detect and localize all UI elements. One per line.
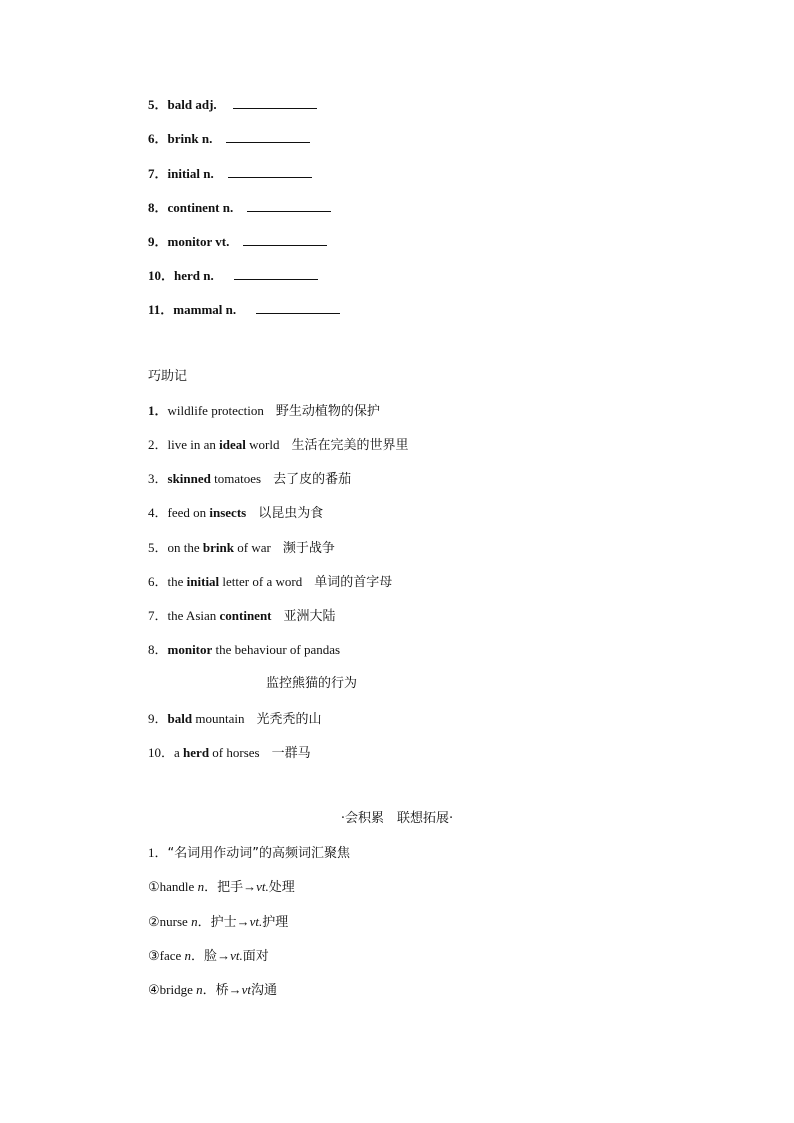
item-marker: ① (148, 879, 160, 894)
phrase-translation: 光秃秃的山 (256, 712, 322, 727)
item-pos: n (184, 948, 192, 963)
vocab-word: herd n. (174, 268, 214, 283)
item-verb-pos: vt. (256, 879, 269, 894)
phrase-post: of war (233, 540, 271, 555)
memory-item-7 (148, 607, 336, 626)
memory-item-1 (148, 402, 380, 421)
item-noun-meaning: ．把手 (204, 880, 244, 895)
phrase-keyword: ideal (219, 437, 246, 452)
phrase-post: tomatoes (210, 471, 262, 486)
phrase-pre: feed on (167, 505, 210, 520)
answer-blank[interactable] (226, 130, 310, 143)
phrase-pre: the Asian (167, 608, 220, 623)
arrow-icon: → (236, 914, 250, 929)
answer-blank[interactable] (247, 199, 331, 212)
accumulate-item-1 (148, 878, 295, 897)
vocab-number: 7． (148, 166, 168, 181)
answer-blank[interactable] (256, 301, 340, 314)
memory-item-4 (148, 504, 323, 523)
phrase-pre: the (167, 574, 187, 589)
phrase-translation: 野生动植物的保护 (275, 404, 380, 419)
item-verb-meaning: 面对 (242, 949, 269, 964)
item-marker: ④ (148, 982, 160, 997)
vocab-word: initial n. (167, 166, 214, 181)
vocab-item-9 (148, 233, 327, 251)
item-word: bridge (159, 982, 197, 997)
phrase-post: the behaviour of pandas (212, 642, 341, 657)
memory-item-8-translation: 监控熊猫的行为 (266, 676, 358, 691)
phrase-keyword: skinned (167, 471, 211, 486)
item-number: 6． (148, 574, 168, 589)
answer-blank[interactable] (233, 96, 317, 109)
item-word: nurse (159, 914, 192, 929)
answer-blank[interactable] (243, 233, 327, 246)
accumulate-heading: ·会积累 联想拓展· (340, 811, 454, 826)
item-verb-meaning: 处理 (268, 880, 295, 895)
vocab-item-6 (148, 130, 310, 148)
item-marker: ② (148, 914, 160, 929)
memory-item-5 (148, 539, 335, 558)
memory-item-8 (148, 641, 340, 659)
phrase-keyword: continent (219, 608, 272, 623)
phrase-translation: 去了皮的番茄 (273, 472, 352, 487)
arrow-icon: → (243, 879, 257, 894)
arrow-icon: → (228, 982, 242, 997)
vocab-number: 10． (148, 268, 175, 283)
item-verb-meaning: 护理 (262, 915, 289, 930)
memory-item-10 (148, 744, 311, 763)
vocab-item-10 (148, 267, 318, 285)
memory-item-9 (148, 710, 321, 729)
vocab-word: mammal n. (173, 302, 237, 317)
phrase-pre: on the (167, 540, 203, 555)
phrase-translation: 生活在完美的世界里 (291, 438, 409, 453)
phrase-translation: 以昆虫为食 (258, 506, 324, 521)
item-number: 3． (148, 471, 168, 486)
vocab-number: 5． (148, 97, 168, 112)
item-noun-meaning: ．护士 (197, 915, 237, 930)
vocab-item-8 (148, 199, 331, 217)
item-word: handle (159, 879, 198, 894)
item-verb-pos: vt. (249, 914, 263, 929)
phrase-post: of horses (209, 745, 260, 760)
item-number: 5． (148, 540, 168, 555)
phrase-pre: a (174, 745, 184, 760)
vocab-item-5 (148, 96, 317, 114)
item-pos: n (196, 982, 203, 997)
memory-heading: 巧助记 (148, 369, 188, 384)
phrase-keyword: herd (183, 745, 210, 760)
item-number: 1． (148, 403, 168, 418)
phrase-pre: live in an (167, 437, 220, 452)
phrase-keyword: monitor (167, 642, 213, 657)
item-number: 7． (148, 608, 168, 623)
phrase-post: world (245, 437, 280, 452)
item-verb-pos: vt. (230, 948, 243, 963)
item-verb-pos: vt (241, 982, 252, 997)
phrase-keyword: bald (167, 711, 193, 726)
item-number: 8． (148, 642, 168, 657)
accumulate-subheading (148, 844, 350, 863)
item-number: 4． (148, 505, 168, 520)
answer-blank[interactable] (234, 267, 318, 280)
vocab-word: brink n. (167, 131, 213, 146)
memory-item-6 (148, 573, 392, 592)
phrase-keyword: initial (186, 574, 220, 589)
item-noun-meaning: ．桥 (202, 983, 229, 998)
item-verb-meaning: 沟通 (251, 983, 278, 998)
item-marker: ③ (148, 948, 160, 963)
phrase-post: mountain (192, 711, 245, 726)
vocab-number: 11． (148, 302, 174, 317)
item-number: 2． (148, 437, 168, 452)
accumulate-item-3 (148, 947, 269, 966)
memory-item-2 (148, 436, 409, 455)
phrase-translation: 单词的首字母 (314, 575, 393, 590)
subheading-text: “名词用作动词”的高频词汇聚焦 (167, 846, 350, 861)
vocab-number: 9． (148, 234, 168, 249)
vocab-word: continent n. (167, 200, 234, 215)
item-number: 9． (148, 711, 168, 726)
item-pos: n (191, 914, 198, 929)
phrase-keyword: brink (202, 540, 234, 555)
vocab-word: bald adj. (167, 97, 217, 112)
memory-item-3 (148, 470, 351, 489)
item-number: 10． (148, 745, 175, 760)
arrow-icon: → (217, 948, 231, 963)
phrase-translation: 亚洲大陆 (283, 609, 336, 624)
accumulate-item-2 (148, 913, 288, 932)
phrase-post: letter of a word (219, 574, 303, 589)
vocab-number: 6． (148, 131, 168, 146)
vocab-item-11 (148, 301, 340, 319)
phrase-translation: 一群马 (271, 746, 311, 761)
item-word: face (159, 948, 185, 963)
item-number: 1． (148, 845, 168, 860)
item-noun-meaning: ．脸 (191, 949, 218, 964)
accumulate-item-4 (148, 981, 277, 1000)
phrase-keyword: insects (209, 505, 247, 520)
vocab-number: 8． (148, 200, 168, 215)
item-pos: n (197, 879, 205, 894)
phrase-pre: wildlife protection (167, 403, 264, 418)
answer-blank[interactable] (228, 165, 312, 178)
phrase-translation: 濒于战争 (282, 541, 335, 556)
vocab-item-7 (148, 165, 312, 183)
vocab-word: monitor vt. (167, 234, 230, 249)
